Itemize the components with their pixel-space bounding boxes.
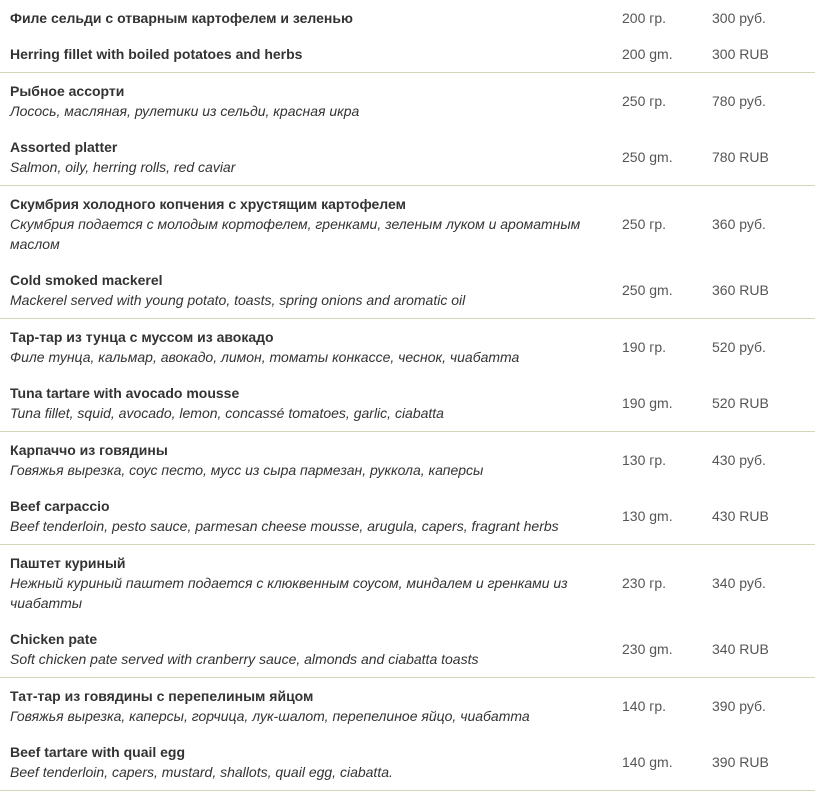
dish-info xyxy=(10,44,612,64)
dish-title: Beef carpaccio xyxy=(10,498,110,514)
dish-info xyxy=(10,686,612,726)
dish-title: Assorted platter xyxy=(10,139,118,155)
dish-description: Нежный куриный паштет подается с клюквенным соусом, миндалем и гренками из чиабатты xyxy=(10,575,568,611)
menu-item xyxy=(0,488,815,544)
dish-weight: 130 gm. xyxy=(622,508,673,524)
dish-price: 520 RUB xyxy=(712,395,769,411)
menu-item xyxy=(0,545,815,621)
dish-price: 430 руб. xyxy=(712,452,766,468)
dish-weight: 190 gm. xyxy=(622,395,673,411)
dish-weight: 140 gm. xyxy=(622,754,673,770)
dish-info xyxy=(10,137,612,177)
menu-item xyxy=(0,0,815,36)
dish-description: Tuna fillet, squid, avocado, lemon, concassé tomatoes, garlic, ciabatta xyxy=(10,405,444,421)
dish-price: 390 RUB xyxy=(712,754,769,770)
dish-price: 360 RUB xyxy=(712,282,769,298)
dish-title: Tuna tartare with avocado mousse xyxy=(10,385,240,401)
dish-title: Скумбрия холодного копчения с хрустящим картофелем xyxy=(10,196,406,212)
dish-title: Chicken pate xyxy=(10,631,98,647)
dish-title: Рыбное ассорти xyxy=(10,83,125,99)
dish-info xyxy=(10,383,612,423)
dish-weight: 250 gm. xyxy=(622,282,673,298)
dish-weight: 250 гр. xyxy=(622,93,667,109)
dish-description: Beef tenderloin, capers, mustard, shallots, quail egg, ciabatta. xyxy=(10,764,393,780)
dish-price: 300 руб. xyxy=(712,10,766,26)
dish-info xyxy=(10,629,612,669)
menu-item xyxy=(0,319,815,375)
dish-description: Beef tenderloin, pesto sauce, parmesan cheese mousse, arugula, capers, fragrant herbs xyxy=(10,518,559,534)
dish-title: Филе сельди с отварным картофелем и зеленью xyxy=(10,10,353,26)
menu-group xyxy=(0,545,815,678)
dish-info xyxy=(10,8,612,28)
dish-description: Филе тунца, кальмар, авокадо, лимон, томаты конкассе, чеснок, чиабатта xyxy=(10,349,520,365)
dish-info xyxy=(10,440,612,480)
dish-title: Cold smoked mackerel xyxy=(10,272,163,288)
dish-price: 300 RUB xyxy=(712,46,769,62)
menu-group xyxy=(0,186,815,319)
dish-info xyxy=(10,270,612,310)
menu-item xyxy=(0,432,815,488)
dish-info xyxy=(10,496,612,536)
menu-item xyxy=(0,375,815,431)
dish-description: Salmon, oily, herring rolls, red caviar xyxy=(10,159,236,175)
dish-price: 340 RUB xyxy=(712,641,769,657)
dish-weight: 130 гр. xyxy=(622,452,667,468)
dish-weight: 250 gm. xyxy=(622,149,673,165)
menu-item xyxy=(0,734,815,790)
dish-weight: 230 gm. xyxy=(622,641,673,657)
dish-info xyxy=(10,553,612,613)
menu-item xyxy=(0,621,815,677)
dish-description: Mackerel served with young potato, toasts, spring onions and aromatic oil xyxy=(10,292,466,308)
dish-price: 520 руб. xyxy=(712,339,766,355)
menu-item xyxy=(0,129,815,185)
dish-title: Herring fillet with boiled potatoes and herbs xyxy=(10,46,303,62)
menu-item xyxy=(0,73,815,129)
dish-info xyxy=(10,81,612,121)
menu-item xyxy=(0,186,815,262)
dish-weight: 140 гр. xyxy=(622,698,667,714)
dish-description: Говяжья вырезка, соус песто, мусс из сыра пармезан, руккола, каперсы xyxy=(10,462,484,478)
dish-price: 360 руб. xyxy=(712,216,766,232)
menu-item xyxy=(0,262,815,318)
dish-title: Карпаччо из говядины xyxy=(10,442,168,458)
dish-price: 430 RUB xyxy=(712,508,769,524)
menu-group xyxy=(0,678,815,791)
dish-title: Тат-тар из говядины с перепелиным яйцом xyxy=(10,688,314,704)
menu-item xyxy=(0,36,815,72)
dish-weight: 200 гр. xyxy=(622,10,667,26)
dish-description: Лосось, масляная, рулетики из сельди, красная икра xyxy=(10,103,360,119)
dish-weight: 190 гр. xyxy=(622,339,667,355)
dish-title: Beef tartare with quail egg xyxy=(10,744,186,760)
dish-title: Тар-тар из тунца с муссом из авокадо xyxy=(10,329,274,345)
dish-weight: 250 гр. xyxy=(622,216,667,232)
dish-price: 390 руб. xyxy=(712,698,766,714)
menu-item xyxy=(0,678,815,734)
dish-description: Скумбрия подается с молодым кортофелем, гренками, зеленым луком и ароматным маслом xyxy=(10,216,581,252)
dish-info xyxy=(10,327,612,367)
menu-group xyxy=(0,432,815,545)
dish-title: Паштет куриный xyxy=(10,555,126,571)
dish-info xyxy=(10,194,612,254)
dish-weight: 200 gm. xyxy=(622,46,673,62)
menu-group xyxy=(0,0,815,73)
dish-weight: 230 гр. xyxy=(622,575,667,591)
dish-price: 780 руб. xyxy=(712,93,766,109)
dish-price: 340 руб. xyxy=(712,575,766,591)
dish-description: Говяжья вырезка, каперсы, горчица, лук-шалот, перепелиное яйцо, чиабатта xyxy=(10,708,530,724)
dish-info xyxy=(10,742,612,782)
menu-group xyxy=(0,73,815,186)
menu-group xyxy=(0,319,815,432)
dish-price: 780 RUB xyxy=(712,149,769,165)
dish-description: Soft chicken pate served with cranberry sauce, almonds and ciabatta toasts xyxy=(10,651,479,667)
